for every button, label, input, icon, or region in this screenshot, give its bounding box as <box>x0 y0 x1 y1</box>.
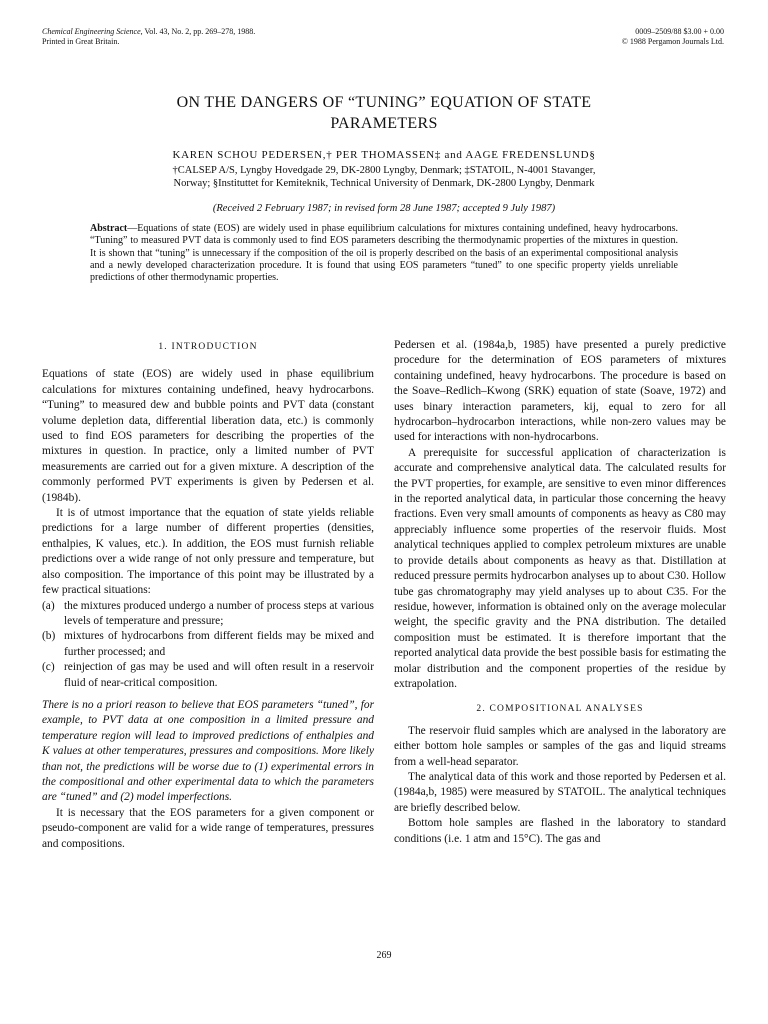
affiliation-line-2: Norway; §Instituttet for Kemiteknik, Technical University of Denmark, DK-2800 Lyngby, Denmark <box>173 178 595 189</box>
emphasis-statement: There is no a priori reason to believe that EOS parameters “tuned”, for example, to PVT data at one composition in a limited pressure and temperature region will lead to improved predictions of enthalpies and K values at other temperatures, pressures and compositions. <box>42 698 374 758</box>
intro-paragraph-4: It is necessary that the EOS parameters for a given component or pseudo-component are valid for a wide range of temperatures, pressures and compositions. <box>42 806 374 850</box>
list-item-text: the mixtures produced undergo a number of process steps at various levels of temperature and pressure; <box>64 599 374 627</box>
page-number: 269 <box>376 950 392 961</box>
abstract-text: —Equations of state (EOS) are widely used in phase equilibrium calculations for mixtures containing undefined, heavy hydrocarbons. “Tuning” to measured PVT data is commonly used to find EOS parameters describing the thermodynamic properties of the mixtures in question. It is shown that “tuning” is unnecessary if the composition of the oil is properly described on the basis of an experimental compositional analysis and a newly developed characterization procedure. It is found that using EOS parameters “tuned” to one specific property yields unreliable predictions of other thermodynamic properties. <box>90 223 678 284</box>
abstract-label: Abstract <box>90 223 128 234</box>
list-item-label: (a) <box>42 599 55 612</box>
journal-header <box>42 27 255 47</box>
list-item-text: reinjection of gas may be used and will often result in a reservoir fluid of near-critical composition. <box>64 661 374 689</box>
journal-citation: , Vol. 43, No. 2, pp. 269–278, 1988. <box>140 27 256 36</box>
list-item-label: (b) <box>42 630 56 643</box>
journal-name: Chemical Engineering Science <box>42 27 141 36</box>
list-item-text: mixtures of hydrocarbons from different fields may be mixed and further processed; and <box>64 630 374 658</box>
printed-note: Printed in Great Britain. <box>42 37 120 46</box>
list-item <box>42 599 374 630</box>
publisher-header <box>622 27 724 47</box>
author-list: KAREN SCHOU PEDERSEN,† PER THOMASSEN‡ and AAGE FREDENSLUND§ <box>172 149 596 161</box>
abstract <box>90 223 678 284</box>
right-column <box>394 338 726 847</box>
received-dates: (Received 2 February 1987; in revised form 28 June 1987; accepted 9 July 1987) <box>212 203 556 214</box>
list-item <box>42 660 374 691</box>
analyses-paragraph-2: The analytical data of this work and those reported by Pedersen et al. (1984a,b, 1985) were measured by STATOIL. The analytical techniques are briefly described below. <box>394 770 726 814</box>
title-line-2: PARAMETERS <box>330 115 438 132</box>
issn-price: 0009–2509/88 $3.00 + 0.00 <box>635 27 724 36</box>
section-heading-introduction: 1. INTRODUCTION <box>158 342 258 352</box>
list-item <box>42 629 374 660</box>
list-item-label: (c) <box>42 661 55 674</box>
title-line-1: ON THE DANGERS OF “TUNING” EQUATION OF STATE <box>176 94 592 111</box>
analyses-paragraph-3: Bottom hole samples are flashed in the laboratory to standard conditions (i.e. 1 atm and 15°C). The gas and <box>394 817 726 845</box>
left-column <box>42 340 374 852</box>
intro-paragraph-1: Equations of state (EOS) are widely used in phase equilibrium calculations for mixtures containing undefined, heavy hydrocarbons. “Tuning” to measured dew and bubble points and PVT data (constant volume depletion data, differential liberation data, etc.) is commonly used to find EOS parameters for describing the properties of the mixtures in question. In practice, only a limited number of PVT measurements are carried out for a given mixture. A description of the commonly performed PVT experiments is given by Pedersen et al. (1984b). <box>42 368 374 504</box>
intro-paragraph-3 <box>42 698 374 806</box>
intro-paragraph-3-rest: More likely than not, the predictions will be worse due to (1) experimental errors in the compositional and other experimental data to which the parameters are “tuned” and (2) model imperfections. <box>42 745 375 804</box>
right-paragraph-2: A prerequisite for successful application of characterization is accurate and comprehensive analytical data. The calculated results for the PVT properties, for example, are sensitive to even minor differences in the reported analytical data, in particular those concerning the heavy fractions. Even very small amounts of components as heavy as C80 may appreciably influence some properties of the reservoir fluids. Most analytical techniques applied to complex petroleum mixtures are unable to provide details about components as heavy as that. Distillation at reduced pressure permits hydrocarbon analyses up to about C30. Hollow tube gas chromatography may yield analyses up to about C35. For the residue, however, information is obtained only on the average molecular weight, the specific gravity and the PNA distribution. The detailed composition must be estimated. It is therefore important that the reported analytical data provide the best possible basis for estimating the molar distribution and the component properties of the residue by extrapolation. <box>394 446 726 690</box>
section-heading-compositional-analyses: 2. COMPOSITIONAL ANALYSES <box>476 704 644 715</box>
article-title <box>60 92 708 134</box>
affiliations <box>40 164 728 190</box>
analyses-paragraph-1: The reservoir fluid samples which are analysed in the laboratory are either bottom hole samples or samples of the gas and liquid streams from a well-head separator. <box>394 724 726 768</box>
copyright-note: © 1988 Pergamon Journals Ltd. <box>621 37 724 46</box>
right-paragraph-1: Pedersen et al. (1984a,b, 1985) have presented a purely predictive procedure for the determination of EOS parameters of mixtures containing undefined, heavy hydrocarbons. The procedure is based on the Soave–Redlich–Kwong (SRK) equation of state (Soave, 1972) and uses binary interaction parameters, kij, equal to zero for all hydrocarbon–hydrocarbon interactions, while non-zero values may be used for interactions with non-hydrocarbons. <box>394 339 726 444</box>
intro-paragraph-2: It is of utmost importance that the equation of state yields reliable predictions for a large number of different properties (densities, enthalpies, K values, etc.). In addition, the EOS must furnish reliable predictions over a wide range of not only pressure and temperature, but also composition. The importance of this point may be illustrated by a few practical situations: <box>42 507 374 597</box>
affiliation-line-1: †CALSEP A/S, Lyngby Hovedgade 29, DK-2800 Lyngby, Denmark; ‡STATOIL, N-4001 Stavanger, <box>172 165 596 176</box>
